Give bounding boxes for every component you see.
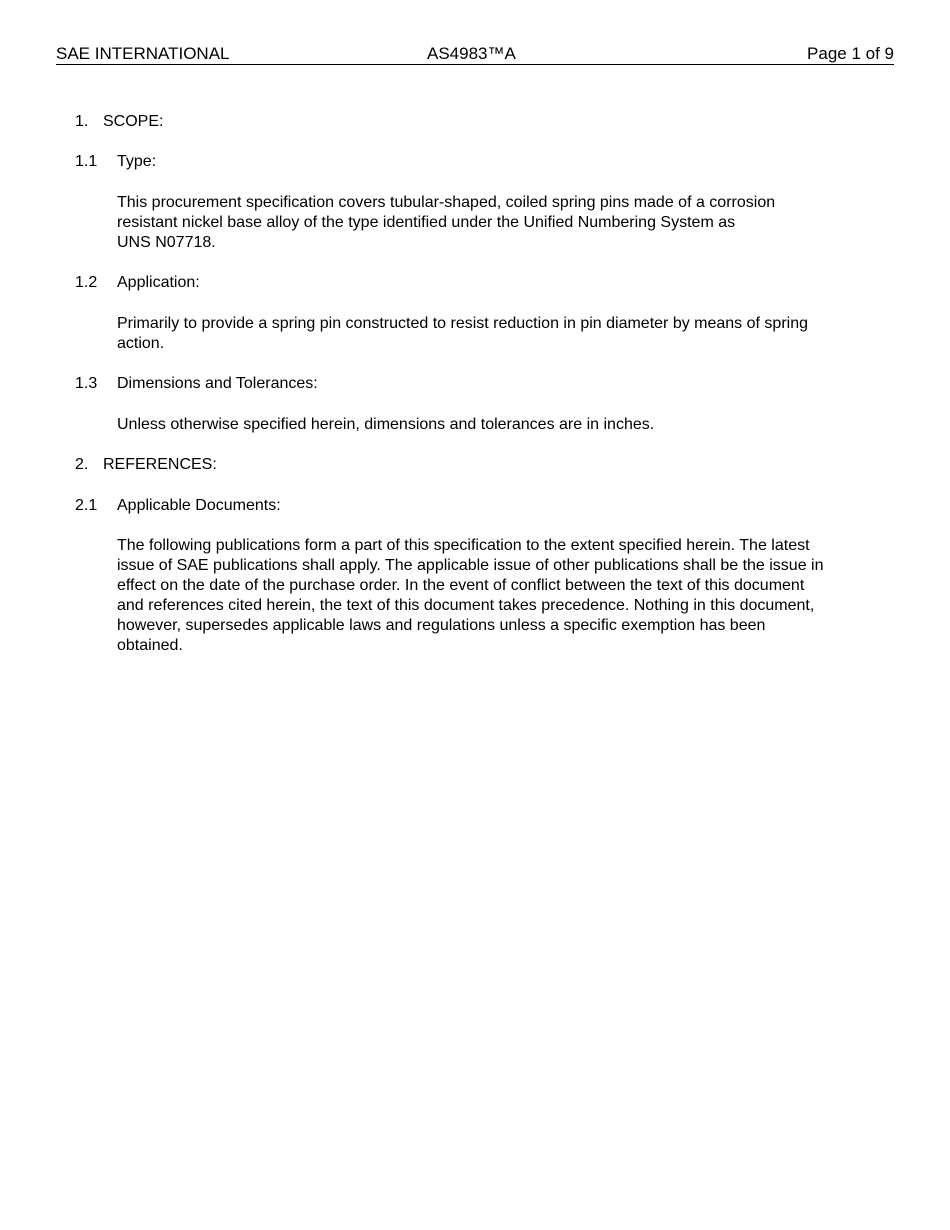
document-id: AS4983™A xyxy=(427,44,516,63)
subsection-paragraph xyxy=(117,415,877,435)
subsection-paragraph xyxy=(117,314,877,354)
subsection-heading: Dimensions and Tolerances: xyxy=(117,375,318,392)
paragraph-line: action. xyxy=(117,335,165,352)
page-header xyxy=(56,44,894,65)
section-number: 2. xyxy=(75,456,89,473)
section-number: 1. xyxy=(75,113,89,130)
subsection-heading: Application: xyxy=(117,274,200,291)
paragraph-line: issue of SAE publications shall apply. The applicable issue of other publications shall be the issue in xyxy=(117,557,824,574)
paragraph-line: effect on the date of the purchase order. In the event of conflict between the text of this document xyxy=(117,577,805,594)
section-heading: SCOPE: xyxy=(103,113,164,130)
subsection-number: 2.1 xyxy=(75,497,98,514)
paragraph-line: however, supersedes applicable laws and regulations unless a specific exemption has been xyxy=(117,617,766,634)
paragraph-line: and references cited herein, the text of this document takes precedence. Nothing in this document, xyxy=(117,597,815,614)
paragraph-line: The following publications form a part of this specification to the extent specified herein. The latest xyxy=(117,537,810,554)
paragraph-line: Unless otherwise specified herein, dimensions and tolerances are in inches. xyxy=(117,416,655,433)
subsection-number: 1.3 xyxy=(75,375,98,392)
paragraph-line: obtained. xyxy=(117,637,183,654)
subsection-paragraph xyxy=(117,193,877,253)
paragraph-line: UNS N07718. xyxy=(117,234,216,251)
section-heading: REFERENCES: xyxy=(103,456,217,473)
subsection-heading: Type: xyxy=(117,153,157,170)
subsection-number: 1.2 xyxy=(75,274,98,291)
paragraph-line: This procurement specification covers tubular-shaped, coiled spring pins made of a corrosion xyxy=(117,194,776,211)
organization-name: SAE INTERNATIONAL xyxy=(56,44,230,63)
subsection-number: 1.1 xyxy=(75,153,98,170)
paragraph-line: Primarily to provide a spring pin constructed to resist reduction in pin diameter by means of spring xyxy=(117,315,808,332)
subsection-heading: Applicable Documents: xyxy=(117,497,281,514)
subsection-paragraph xyxy=(117,536,877,656)
page-number: Page 1 of 9 xyxy=(807,44,894,63)
paragraph-line: resistant nickel base alloy of the type identified under the Unified Numbering System as xyxy=(117,214,736,231)
